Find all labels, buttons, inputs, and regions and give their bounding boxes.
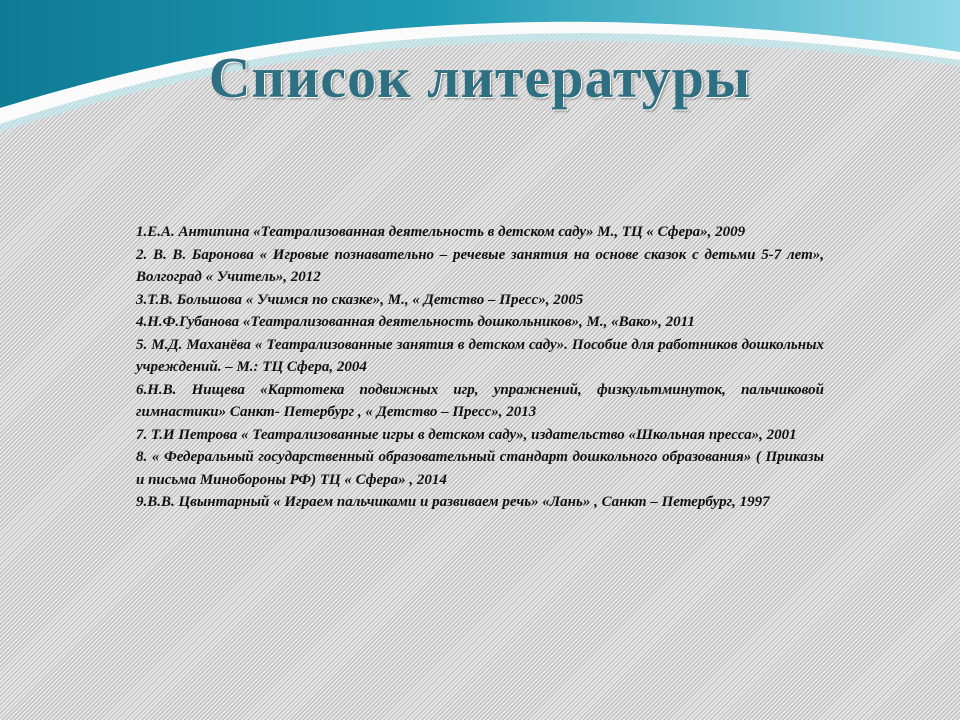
list-item: 4.Н.Ф.Губанова «Театрализованная деятельность дошкольников», М., «Вако», 2011 xyxy=(136,314,695,330)
slide-title: Список литературы xyxy=(208,45,752,110)
list-item: 7. Т.И Петрова « Театрализованные игры в детском саду», издательство «Школьная пресса», 2001 xyxy=(136,426,797,443)
list-item: 9.В.В. Цвынтарный « Играем пальчиками и развиваем речь» «Лань» , Санкт – Петербург, 1997 xyxy=(136,494,770,510)
list-item: 5. М.Д. Маханёва « Театрализованные занятия в детском саду». Пособие для работников дошкольных учреждений. – М.: ТЦ Сфера, 2004 xyxy=(136,336,824,375)
list-item: 6.Н.В. Нищева «Картотека подвижных игр, упражнений, физкультминуток, пальчиковой гимнастики» Санкт- Петербург , « Детство – Пресс», 2013 xyxy=(136,381,824,420)
list-item: 8. « Федеральный государственный образовательный стандарт дошкольного образования» ( Приказы и письма Минобороны РФ) ТЦ « Сфера» , 2014 xyxy=(136,449,824,488)
list-item: 1.Е.А. Антипина «Театрализованная деятельность в детском саду» М., ТЦ « Сфера», 2009 xyxy=(136,224,746,240)
list-item: 3.Т.В. Большова « Учимся по сказке», М., « Детство – Пресс», 2005 xyxy=(136,291,584,308)
reference-list xyxy=(136,221,824,514)
list-item: 2. В. В. Баронова « Игровые познавательно – речевые занятия на основе сказок с детьми 5-7 лет», Волгоград « Учитель», 2012 xyxy=(136,246,824,285)
